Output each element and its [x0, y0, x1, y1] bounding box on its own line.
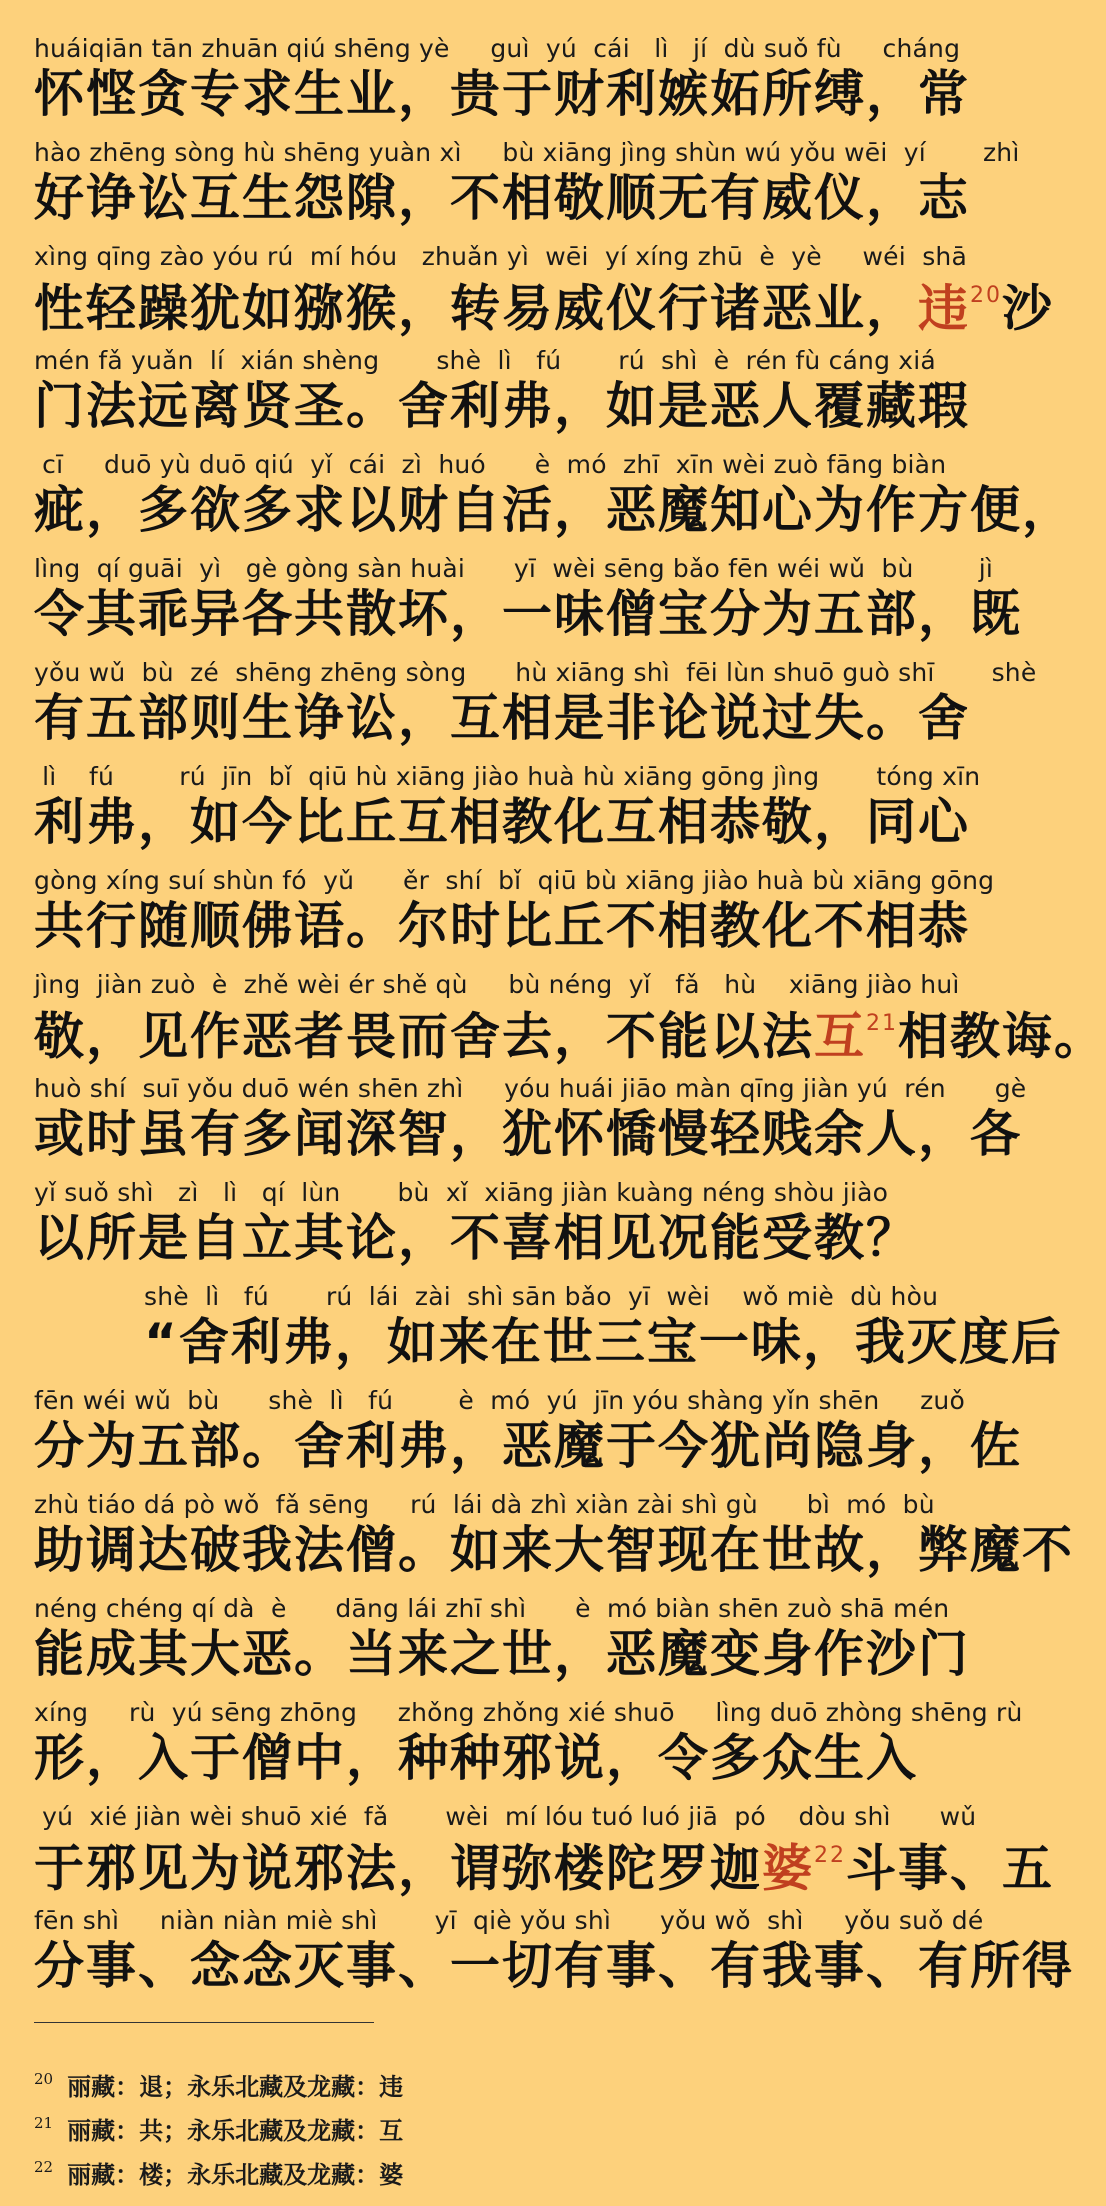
hanzi-segment: 于邪见为说邪法，谓弥楼陀罗迦 [34, 1839, 762, 1898]
hanzi-line: 分事、念念灭事、一切有事、有我事、有所得 [34, 1937, 1074, 1995]
hanzi-line: 分为五部。舍利弗，恶魔于今犹尚隐身，佐 [34, 1417, 1022, 1475]
text-line [34, 1074, 1054, 1178]
hanzi-segment: 沙 [1002, 279, 1054, 338]
hanzi-segment: 性轻躁犹如猕猴，转易威仪行诸恶业， [34, 279, 918, 338]
footnote-number: 21 [34, 2114, 54, 2132]
pinyin-line: jìng jiàn zuò è zhě wèi ér shě qù bù néng yǐ fǎ hù xiāng jiào huì [34, 970, 960, 999]
text-line [34, 554, 1054, 658]
hanzi-line [34, 1832, 1054, 1899]
hanzi-line: 形，入于僧中，种种邪说，令多众生入 [34, 1729, 918, 1787]
hanzi-line: 有五部则生诤讼，互相是非论说过失。舍 [34, 689, 970, 747]
hanzi-line: 好诤讼互生怨隙，不相敬顺无有威仪，志 [34, 169, 970, 227]
hanzi-line: 门法远离贤圣。舍利弗，如是恶人覆藏瑕 [34, 377, 970, 435]
hanzi-segment: 相教诲。 [898, 1007, 1106, 1066]
text-line [34, 762, 1054, 866]
footnotes [34, 2062, 934, 2194]
pinyin-line: cī duō yù duō qiú yǐ cái zì huó è mó zhī xīn wèi zuò fāng biàn [34, 450, 947, 479]
pinyin-line: xíng rù yú sēng zhōng zhǒng zhǒng xié shuō lìng duō zhòng shēng rù [34, 1698, 1023, 1727]
footnote-text: 丽藏：退；永乐北藏及龙藏：违 [67, 2072, 404, 2101]
pinyin-line: shè lì fú rú lái zài shì sān bǎo yī wèi wǒ miè dù hòu [144, 1282, 939, 1311]
footnote-reference: 20 [970, 283, 1002, 308]
hanzi-line: 怀悭贪专求生业，贵于财利嫉妬所缚，常 [34, 65, 970, 123]
text-line [34, 1594, 1054, 1698]
pinyin-line: xìng qīng zào yóu rú mí hóu zhuǎn yì wēi yí xíng zhū è yè wéi shā [34, 242, 967, 271]
footnote-number: 22 [34, 2158, 54, 2176]
pinyin-line: néng chéng qí dà è dāng lái zhī shì è mó biàn shēn zuò shā mén [34, 1594, 950, 1623]
text-line [34, 1802, 1054, 1906]
pinyin-line: lìng qí guāi yì gè gòng sàn huài yī wèi sēng bǎo fēn wéi wǔ bù jì [34, 554, 994, 583]
hanzi-segment: 敬，见作恶者畏而舍去，不能以法 [34, 1007, 814, 1066]
text-line [34, 1178, 1054, 1282]
pinyin-line: huáiqiān tān zhuān qiú shēng yè guì yú cái lì jí dù suǒ fù cháng [34, 34, 961, 63]
text-line [34, 970, 1106, 1074]
pinyin-line: fēn shì niàn niàn miè shì yī qiè yǒu shì yǒu wǒ shì yǒu suǒ dé [34, 1906, 984, 1935]
variant-character: 婆 [762, 1839, 814, 1898]
hanzi-line: 共行随顺佛语。尔时比丘不相教化不相恭 [34, 897, 970, 955]
footnote-text: 丽藏：共；永乐北藏及龙藏：互 [67, 2116, 404, 2145]
text-line [34, 138, 1054, 242]
hanzi-line: 疵，多欲多求以财自活，恶魔知心为作方便， [34, 481, 1074, 539]
text-line [34, 242, 1054, 346]
pinyin-line: yǒu wǔ bù zé shēng zhēng sòng hù xiāng shì fēi lùn shuō guò shī shè [34, 658, 1037, 687]
hanzi-line: 利弗，如今比丘互相教化互相恭敬，同心 [34, 793, 970, 851]
hanzi-line [34, 272, 1054, 339]
pinyin-line: fēn wéi wǔ bù shè lì fú è mó yú jīn yóu shàng yǐn shēn zuǒ [34, 1386, 965, 1415]
pinyin-line: huò shí suī yǒu duō wén shēn zhì yóu huái jiāo màn qīng jiàn yú rén gè [34, 1074, 1027, 1103]
pinyin-line: gòng xíng suí shùn fó yǔ ěr shí bǐ qiū bù xiāng jiào huà bù xiāng gōng [34, 866, 995, 895]
hanzi-line: 以所是自立其论，不喜相见况能受教？ [34, 1209, 918, 1267]
text-line [34, 346, 1054, 450]
text-line [34, 1386, 1054, 1490]
text-line [34, 1906, 1074, 2010]
pinyin-line: yǐ suǒ shì zì lì qí lùn bù xǐ xiāng jiàn kuàng néng shòu jiào [34, 1178, 889, 1207]
hanzi-segment: 斗事、五 [846, 1839, 1054, 1898]
footnote-reference: 22 [814, 1843, 846, 1868]
footnote-text: 丽藏：楼；永乐北藏及龙藏：婆 [67, 2160, 404, 2189]
text-body [34, 34, 1106, 2010]
text-line [34, 1490, 1074, 1594]
text-line [34, 1698, 1054, 1802]
variant-character: 互 [814, 1007, 866, 1066]
footnote-reference: 21 [866, 1011, 898, 1036]
pinyin-line: mén fǎ yuǎn lí xián shèng shè lì fú rú shì è rén fù cáng xiá [34, 346, 936, 375]
variant-character: 违 [918, 279, 970, 338]
hanzi-line: 令其乖异各共散坏，一味僧宝分为五部，既 [34, 585, 1022, 643]
pinyin-line: lì fú rú jīn bǐ qiū hù xiāng jiào huà hù xiāng gōng jìng tóng xīn [34, 762, 981, 791]
hanzi-line: 能成其大恶。当来之世，恶魔变身作沙门 [34, 1625, 970, 1683]
text-line [34, 658, 1054, 762]
hanzi-line: 助调达破我法僧。如来大智现在世故，弊魔不 [34, 1521, 1074, 1579]
pinyin-line: hào zhēng sòng hù shēng yuàn xì bù xiāng jìng shùn wú yǒu wēi yí zhì [34, 138, 1020, 167]
footnote-item [34, 2062, 934, 2106]
footnote-divider [34, 2022, 374, 2023]
hanzi-line: “舍利弗，如来在世三宝一味，我灭度后 [144, 1313, 1063, 1371]
text-line [34, 866, 1054, 970]
hanzi-line: 或时虽有多闻深智，犹怀憍慢轻贱余人，各 [34, 1105, 1022, 1163]
text-line [34, 1282, 1063, 1386]
hanzi-line [34, 1000, 1106, 1067]
pinyin-line: zhù tiáo dá pò wǒ fǎ sēng rú lái dà zhì xiàn zài shì gù bì mó bù [34, 1490, 935, 1519]
pinyin-line: yú xié jiàn wèi shuō xié fǎ wèi mí lóu tuó luó jiā pó dòu shì wǔ [34, 1802, 977, 1831]
footnote-number: 20 [34, 2070, 54, 2088]
text-line [34, 34, 1054, 138]
text-line [34, 450, 1074, 554]
footnote-item [34, 2150, 934, 2194]
footnote-item [34, 2106, 934, 2150]
